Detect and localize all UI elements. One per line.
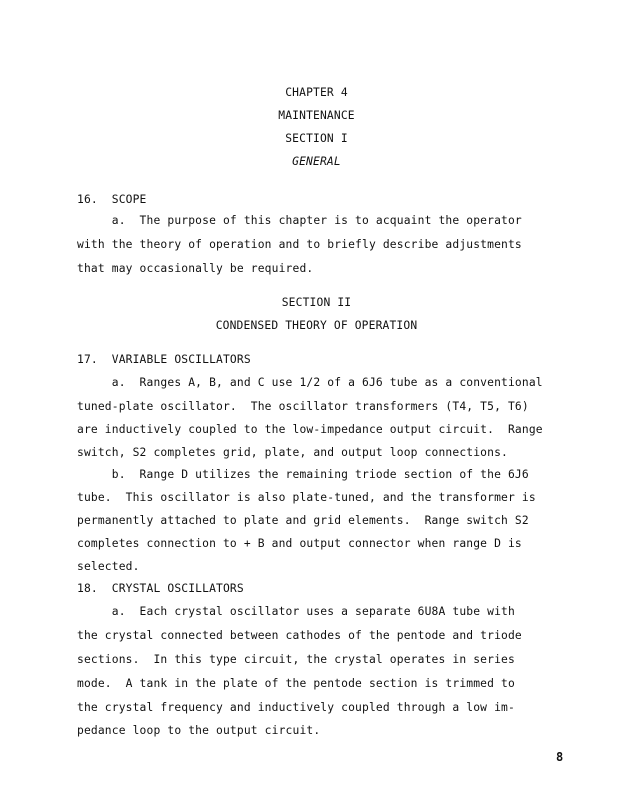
text-line: tube. This oscillator is also plate-tuned, and the transformer is — [77, 491, 536, 504]
text-line: b. Range D utilizes the remaining triode section of the 6J6 — [77, 468, 529, 481]
text-line: the crystal connected between cathodes of the pentode and triode — [77, 629, 522, 642]
section-heading: SECTION I — [285, 132, 348, 145]
section-ii-subtitle: CONDENSED THEORY OF OPERATION — [215, 319, 418, 332]
paragraph-heading-16: 16. SCOPE — [77, 193, 147, 206]
text-line: selected. — [77, 560, 140, 573]
text-line: permanently attached to plate and grid elements. Range switch S2 — [77, 514, 529, 527]
paragraph-heading-18: 18. CRYSTAL OSCILLATORS — [77, 582, 244, 595]
chapter-heading: CHAPTER 4 — [285, 86, 348, 99]
text-line: a. Ranges A, B, and C use 1/2 of a 6J6 tube as a conventional — [77, 376, 543, 389]
text-line: that may occasionally be required. — [77, 262, 314, 275]
paragraph-heading-17: 17. VARIABLE OSCILLATORS — [77, 353, 251, 366]
text-line: with the theory of operation and to briefly describe adjustments — [77, 238, 522, 251]
text-line: a. Each crystal oscillator uses a separate 6U8A tube with — [77, 605, 515, 618]
text-line: sections. In this type circuit, the crystal operates in series — [77, 653, 515, 666]
text-line: switch, S2 completes grid, plate, and output loop connections. — [77, 446, 508, 459]
section-ii-heading: SECTION II — [281, 296, 352, 309]
chapter-title: MAINTENANCE — [278, 109, 355, 122]
section-subtitle: GENERAL — [292, 155, 341, 168]
page-number: 8 — [556, 750, 564, 764]
text-line: tuned-plate oscillator. The oscillator transformers (T4, T5, T6) — [77, 400, 529, 413]
text-line: a. The purpose of this chapter is to acquaint the operator — [77, 214, 522, 227]
text-line: pedance loop to the output circuit. — [77, 724, 321, 737]
text-line: are inductively coupled to the low-impedance output circuit. Range — [77, 423, 543, 436]
text-line: mode. A tank in the plate of the pentode section is trimmed to — [77, 677, 515, 690]
text-line: completes connection to + B and output connector when range D is — [77, 537, 522, 550]
text-line: the crystal frequency and inductively coupled through a low im- — [77, 701, 515, 714]
